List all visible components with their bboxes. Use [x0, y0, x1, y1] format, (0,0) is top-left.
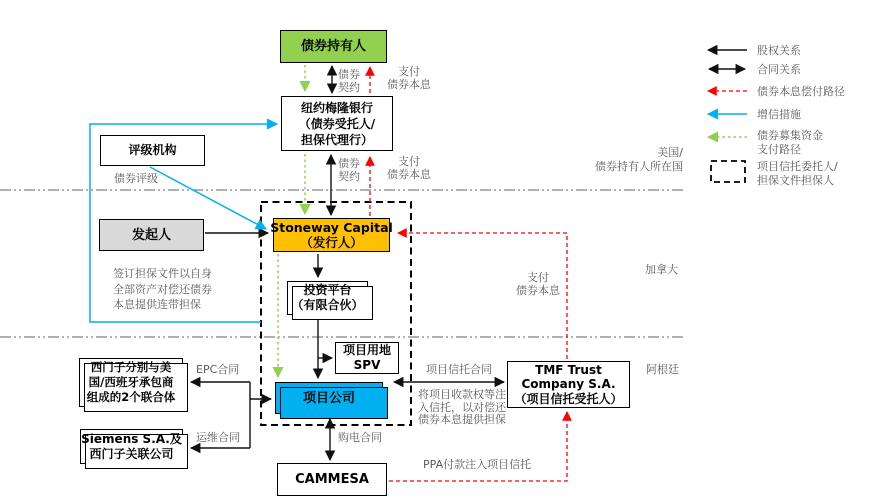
label-trust-note: 将项目收款权等注 入信托，以对偿还 债券本息提供担保: [418, 388, 506, 426]
label-pay-principal-mid: 支付 债券本息: [387, 155, 431, 181]
region-canada: 加拿大: [645, 263, 678, 276]
cammesa-label: CAMMESA: [295, 472, 369, 487]
box-rating-agency: [100, 135, 205, 166]
region-usa: 美国/ 债券持有人所在国: [595, 146, 683, 173]
box-epc-consortium: [79, 358, 183, 407]
legend-glyphs: [708, 50, 747, 182]
epc-consortium-line3: 组成的2个联合体: [86, 390, 176, 404]
box-sponsor: [99, 219, 204, 251]
legend-credit-enhancement: 增信措施: [757, 108, 801, 121]
label-trust-contract: 项目信托合同: [426, 363, 492, 376]
siemens-line1: Siemens S.A.及: [81, 431, 182, 446]
legend-bond-repayment-path: 债券本息偿付路径: [757, 85, 845, 98]
label-bond-rating: 债券评级: [114, 172, 158, 185]
sponsor-label: 发起人: [131, 227, 171, 243]
box-cammesa: [277, 463, 387, 496]
bank-line2: （债券受托人/: [298, 116, 376, 131]
epc-consortium-line1: 西门子分别与美: [90, 360, 172, 374]
label-om-contract: 运维合同: [196, 431, 240, 444]
label-bond-indenture-mid: 债券 契约: [338, 157, 360, 183]
legend-contract-relationship: 合同关系: [757, 63, 801, 76]
region-argentina: 阿根廷: [646, 363, 679, 376]
land-spv-line1: 项目用地: [342, 343, 391, 357]
label-ppa-inject: PPA付款注入项目信托: [423, 458, 532, 471]
tmf-line1: TMF Trust: [535, 362, 602, 377]
box-stoneway-capital: [270, 218, 393, 252]
box-tmf-trust: [507, 361, 630, 408]
box-investment-platform: [287, 281, 368, 315]
box-bony-mellon-bank: [281, 96, 393, 151]
label-epc-contract: EPC合同: [196, 363, 240, 376]
box-land-spv: [335, 342, 399, 374]
bank-line1: 纽约梅隆银行: [300, 100, 373, 115]
label-power-purchase-contract: 购电合同: [338, 431, 382, 444]
label-guarantee-note: 签订担保文件以自身 全部资产对偿还债券 本息提供连带担保: [113, 267, 212, 311]
epc-consortium-line2: 国/西班牙承包商: [88, 375, 174, 389]
box-project-company: [275, 382, 383, 414]
bank-line3: 担保代理行）: [300, 132, 373, 147]
platform-line2: （有限合伙）: [291, 298, 364, 312]
stoneway-line2: （发行人）: [300, 235, 363, 250]
box-bondholders: [280, 30, 387, 63]
legend-equity-relationship: 股权关系: [757, 44, 801, 57]
legend-trust-grantor-guarantor: 项目信托委托人/ 担保文件担保人: [757, 160, 838, 187]
legend-bond-proceeds-path: 债券募集资金 支付路径: [757, 129, 823, 156]
tmf-line2: Company S.A.: [521, 377, 616, 392]
tmf-line3: （项目信托受托人）: [514, 391, 623, 406]
label-pay-principal-top: 支付 债券本息: [387, 65, 431, 91]
rating-agency-label: 评级机构: [128, 143, 177, 157]
platform-line1: 投资平台: [303, 283, 352, 297]
bondholders-label: 债券持有人: [300, 39, 366, 54]
project-company-label: 项目公司: [302, 390, 355, 406]
label-bond-indenture-top: 债券 契约: [338, 68, 360, 94]
box-siemens: [80, 429, 183, 464]
siemens-line2: 西门子关联公司: [89, 446, 174, 461]
stoneway-line1: Stoneway Capital: [270, 220, 393, 235]
label-pay-principal-right: 支付 债券本息: [516, 271, 560, 297]
land-spv-line2: SPV: [353, 358, 381, 372]
